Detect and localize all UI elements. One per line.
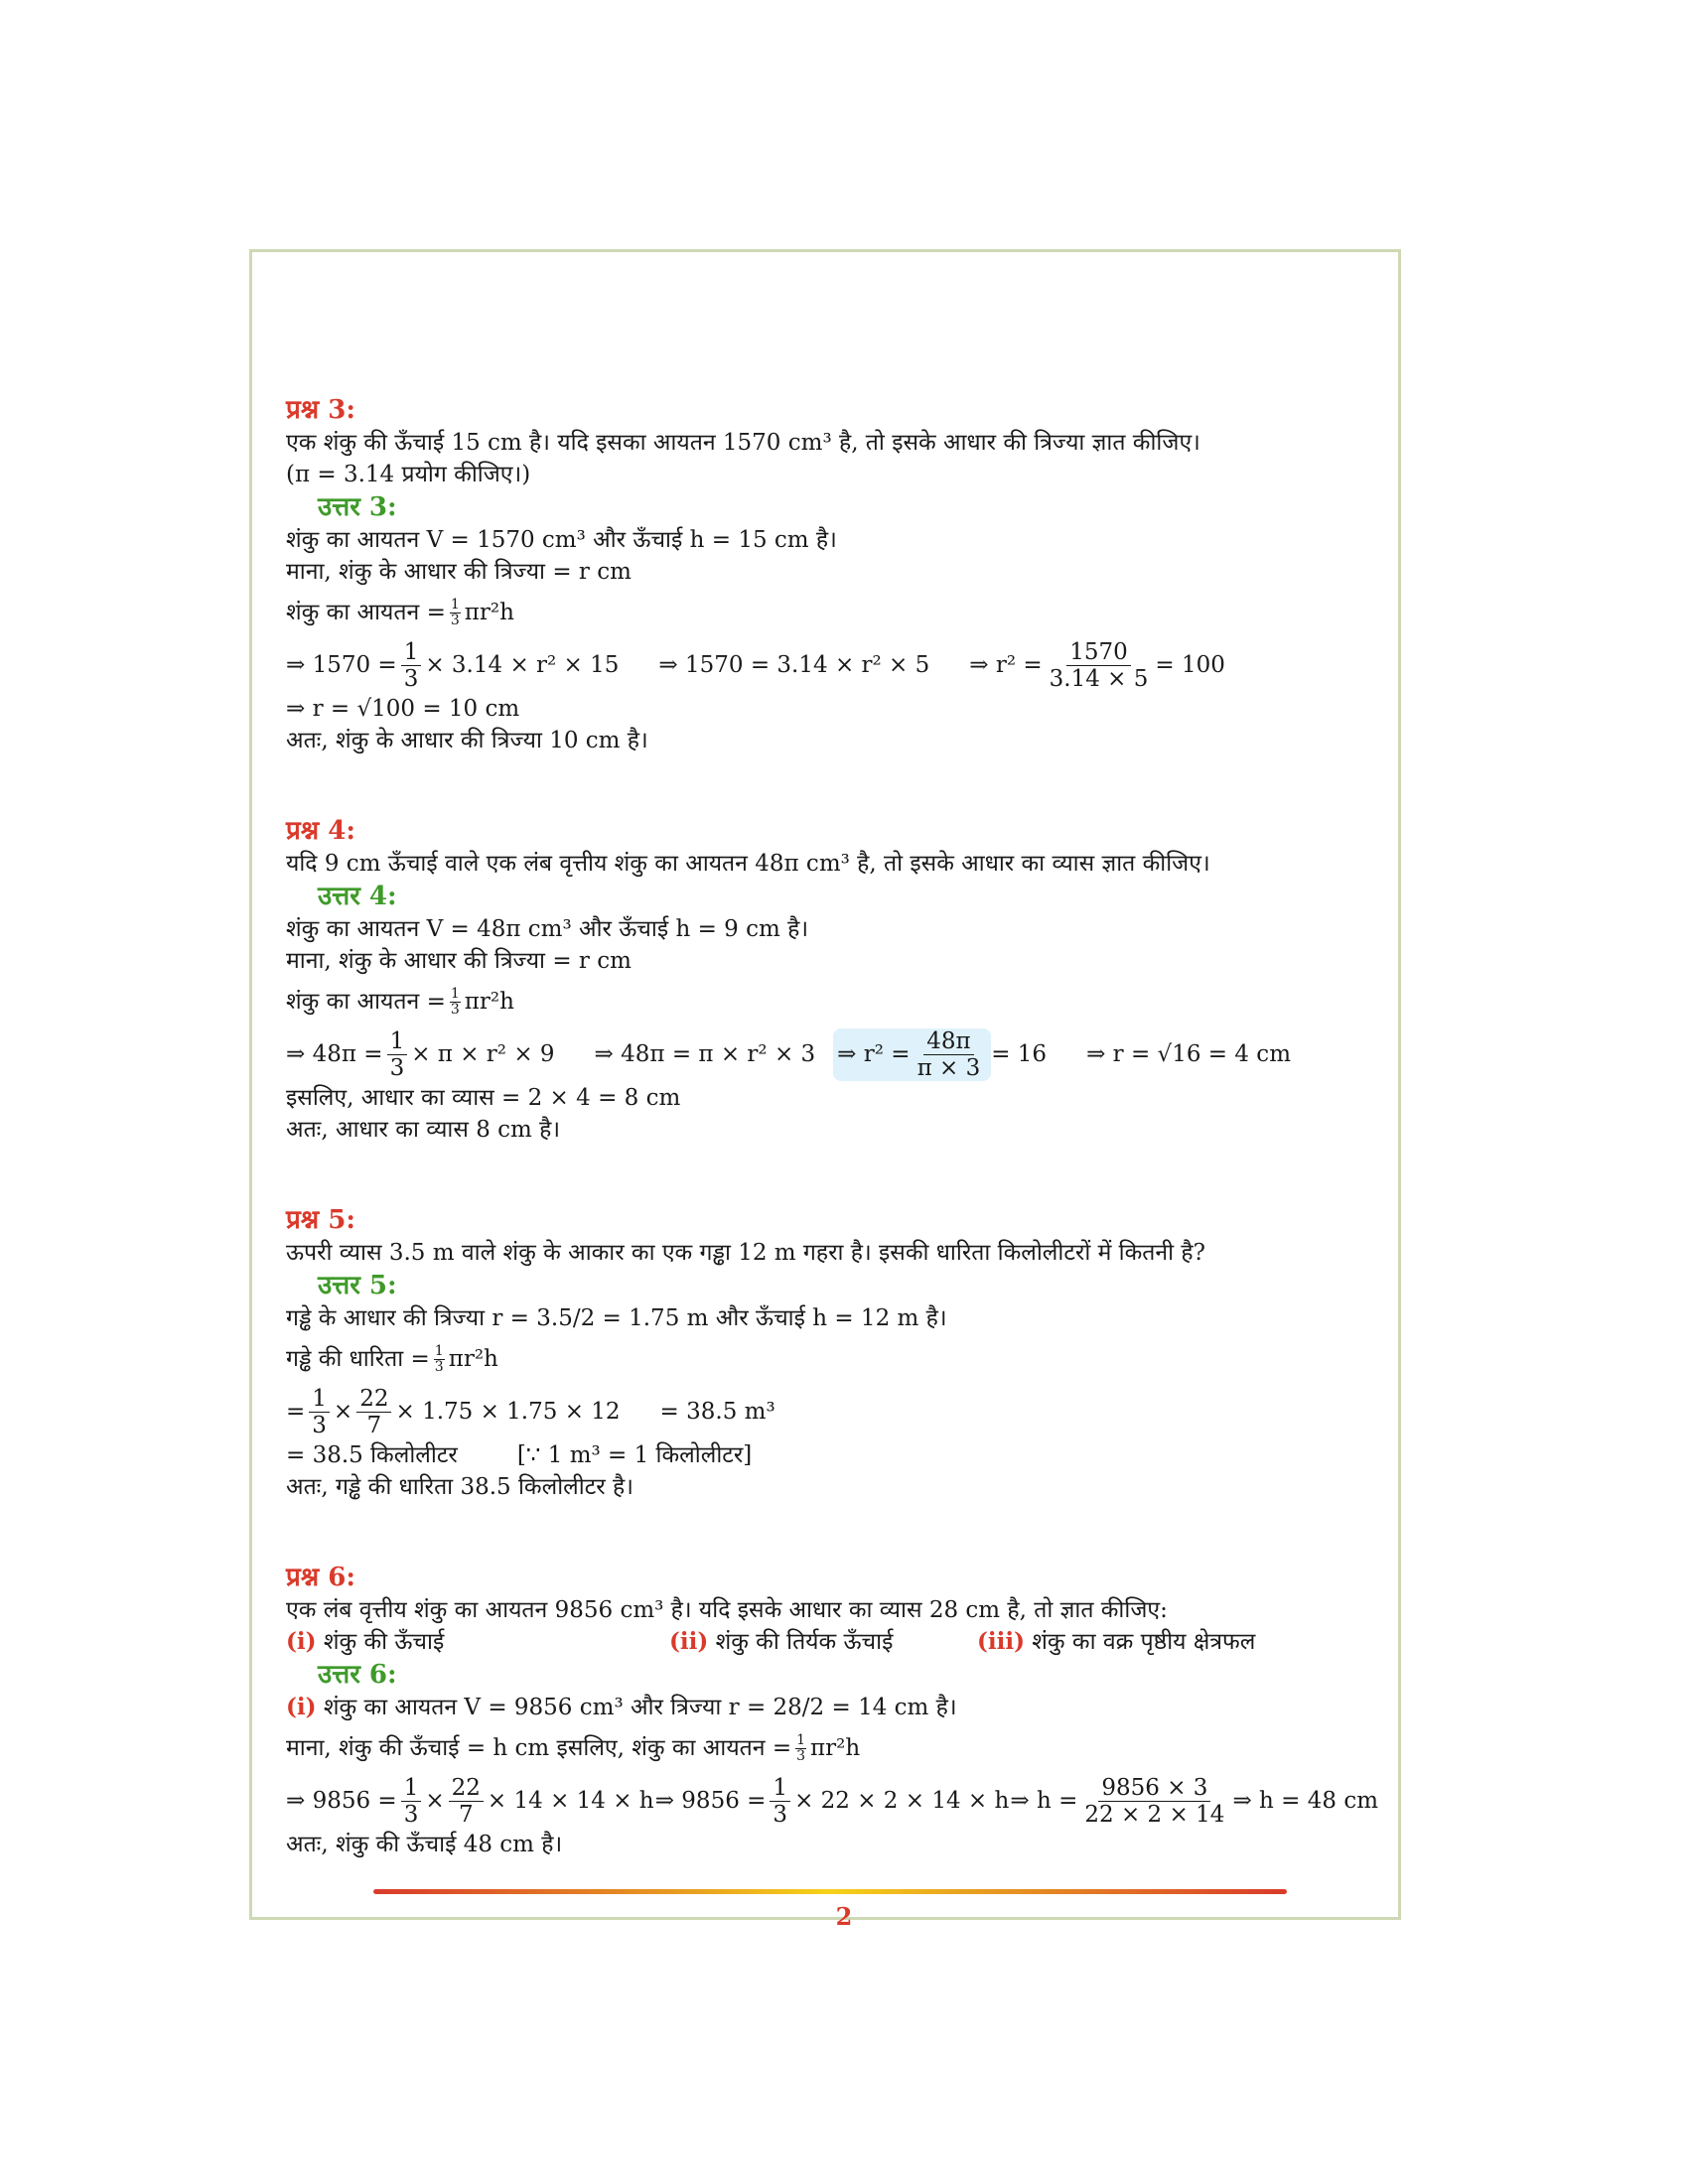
question-6-text: एक लंब वृत्तीय शंकु का आयतन 9856 cm³ है। यदि इसके आधार का व्यास 28 cm है, तो ज्ञात कीजिए:: [286, 1597, 1168, 1623]
formula-expression: πr²h: [464, 600, 514, 625]
question-4-heading: प्रश्न 4:: [286, 816, 355, 846]
question-6-parts: [286, 1626, 1378, 1658]
question-3-text: एक शंकु की ऊँचाई 15 cm है। यदि इसका आयतन 1570 cm³ है, तो इसके आधार की त्रिज्या ज्ञात कीजिए।: [286, 430, 1200, 456]
fraction: $\frac{9856 \times 3}{22 \times 2 \times 14}$: [1084, 1774, 1225, 1828]
eq-part: = 16: [991, 1041, 1048, 1067]
answer-4-line-1: शंकु का आयतन V = 48π cm³ और ऊँचाई h = 9 cm है।: [286, 916, 809, 942]
answer-5-capacity-formula: [286, 1334, 1378, 1384]
answer-3-line-1: शंकु का आयतन V = 1570 cm³ और ऊँचाई h = 15 cm है।: [286, 527, 837, 553]
fraction: $\frac{1}{3}$: [796, 1731, 806, 1764]
page-content: [286, 393, 1378, 1860]
eq-part: ⇒ r = √16 = 4 cm: [1086, 1041, 1291, 1067]
answer-4-volume-formula: [286, 977, 1378, 1026]
answer-5-conclusion: अतः, गड्ढे की धारिता 38.5 किलोलीटर है।: [286, 1474, 633, 1500]
answer-3-conclusion: अतः, शंकु के आधार की त्रिज्या 10 cm है।: [286, 728, 648, 753]
fraction: $\frac{1}{3}$: [450, 985, 460, 1018]
answer-4-line-2: माना, शंकु के आधार की त्रिज्या = r cm: [286, 948, 632, 974]
eq-part: × 3.14 × r² × 15: [425, 652, 620, 678]
answer-6-line-1: (i) शंकु का आयतन V = 9856 cm³ और त्रिज्या r = 28/2 = 14 cm है।: [286, 1694, 957, 1720]
fraction: $\frac{1}{3}$: [309, 1386, 330, 1438]
formula-label: माना, शंकु की ऊँचाई = h cm इसलिए, शंकु का आयतन =: [286, 1735, 792, 1761]
question-5-text: ऊपरी व्यास 3.5 m वाले शंकु के आकार का एक गड्ढा 12 m गहरा है। इसकी धारिता किलोलीटरों में कितनी है?: [286, 1240, 1205, 1266]
eq-part: ⇒ h =: [1010, 1788, 1078, 1814]
question-5-heading: प्रश्न 5:: [286, 1205, 355, 1235]
answer-3-heading: उत्तर 3:: [318, 492, 397, 522]
answer-3-line-4: ⇒ r = √100 = 10 cm: [286, 696, 520, 722]
formula-label: शंकु का आयतन =: [286, 989, 446, 1015]
eq-part: ⇒ 48π =: [286, 1041, 383, 1067]
footer-divider: [373, 1889, 1287, 1894]
formula-expression: πr²h: [448, 1346, 498, 1372]
question-3-heading: प्रश्न 3:: [286, 395, 355, 425]
answer-6-volume-formula: [286, 1723, 1378, 1773]
fraction: $\frac{1}{3}$: [387, 1028, 408, 1081]
fraction: $\frac{1}{3}$: [770, 1775, 790, 1828]
answer-3-volume-formula: [286, 588, 1378, 637]
fraction: $\frac{1}{3}$: [450, 596, 460, 628]
unit-note: [∵ 1 m³ = 1 किलोलीटर]: [516, 1442, 753, 1468]
eq-part: =: [286, 1399, 306, 1425]
answer-6-heading: उत्तर 6:: [318, 1660, 397, 1690]
answer-5-line-1: गड्ढे के आधार की त्रिज्या r = 3.5/2 = 1.75 m और ऊँचाई h = 12 m है।: [286, 1305, 947, 1331]
eq-part: ⇒ 9856 =: [286, 1788, 397, 1814]
fraction: $\frac{1}{3}$: [434, 1342, 444, 1375]
eq-part: ⇒ 48π = π × r² × 3: [594, 1041, 816, 1067]
eq-part: × π × r² × 9: [411, 1041, 555, 1067]
answer-6-equation: [286, 1773, 1378, 1829]
fraction: $\frac{48\pi}{\pi \times 3}$: [916, 1027, 981, 1081]
eq-part: ×: [425, 1788, 445, 1814]
eq-part: ⇒ 9856 =: [654, 1788, 767, 1814]
part-ii: (ii) शंकु की तिर्यक ऊँचाई: [669, 1628, 894, 1655]
question-6-heading: प्रश्न 6:: [286, 1563, 355, 1592]
eq-part: ⇒ h = 48 cm: [1232, 1788, 1379, 1814]
fraction: $\frac{1}{3}$: [401, 639, 422, 692]
answer-5-line-3: [286, 1439, 1378, 1471]
answer-4-line-4: इसलिए, आधार का व्यास = 2 × 4 = 8 cm: [286, 1085, 681, 1111]
page-number: 2: [835, 1902, 853, 1931]
fraction: $\frac{1}{3}$: [401, 1775, 422, 1828]
formula-expression: πr²h: [810, 1735, 861, 1761]
question-4-text: यदि 9 cm ऊँचाई वाले एक लंब वृत्तीय शंकु का आयतन 48π cm³ है, तो इसके आधार का व्यास ज्ञात कीजिए।: [286, 851, 1210, 877]
formula-label: गड्ढे की धारिता =: [286, 1346, 430, 1372]
formula-label: शंकु का आयतन =: [286, 600, 446, 625]
eq-part: = 38.5 m³: [659, 1399, 775, 1425]
answer-4-equation: [286, 1026, 1378, 1082]
eq-part: ⇒ r² =: [837, 1041, 911, 1067]
highlighted-step: [833, 1028, 991, 1081]
eq-part: ⇒ r² =: [969, 652, 1043, 678]
eq-part: × 14 × 14 × h: [487, 1788, 654, 1814]
part-iii: (iii) शंकु का वक्र पृष्ठीय क्षेत्रफल: [977, 1628, 1256, 1655]
eq-part: = 100: [1155, 652, 1225, 678]
eq-part: ⇒ 1570 =: [286, 652, 397, 678]
answer-3-equation: [286, 637, 1378, 693]
fraction: $\frac{22}{7}$: [356, 1386, 391, 1438]
answer-5-heading: उत्तर 5:: [318, 1271, 397, 1300]
eq-part: × 22 × 2 × 14 × h: [794, 1788, 1010, 1814]
answer-4-heading: उत्तर 4:: [318, 882, 397, 911]
eq-part: × 1.75 × 1.75 × 12: [395, 1399, 621, 1425]
eq-part: ⇒ 1570 = 3.14 × r² × 5: [658, 652, 930, 678]
question-3-note: (π = 3.14 प्रयोग कीजिए।): [286, 462, 531, 487]
eq-part: ×: [333, 1399, 353, 1425]
eq-part: = 38.5 किलोलीटर: [286, 1442, 458, 1468]
fraction: $\frac{22}{7}$: [449, 1775, 484, 1828]
answer-3-line-2: माना, शंकु के आधार की त्रिज्या = r cm: [286, 559, 632, 585]
formula-expression: πr²h: [464, 989, 514, 1015]
part-i: (i) शंकु की ऊँचाई: [286, 1628, 445, 1655]
fraction: $\frac{1570}{3.14 \times 5}$: [1049, 638, 1149, 692]
answer-5-equation: [286, 1384, 1378, 1439]
answer-4-conclusion: अतः, आधार का व्यास 8 cm है।: [286, 1117, 561, 1143]
answer-6-conclusion: अतः, शंकु की ऊँचाई 48 cm है।: [286, 1832, 563, 1857]
